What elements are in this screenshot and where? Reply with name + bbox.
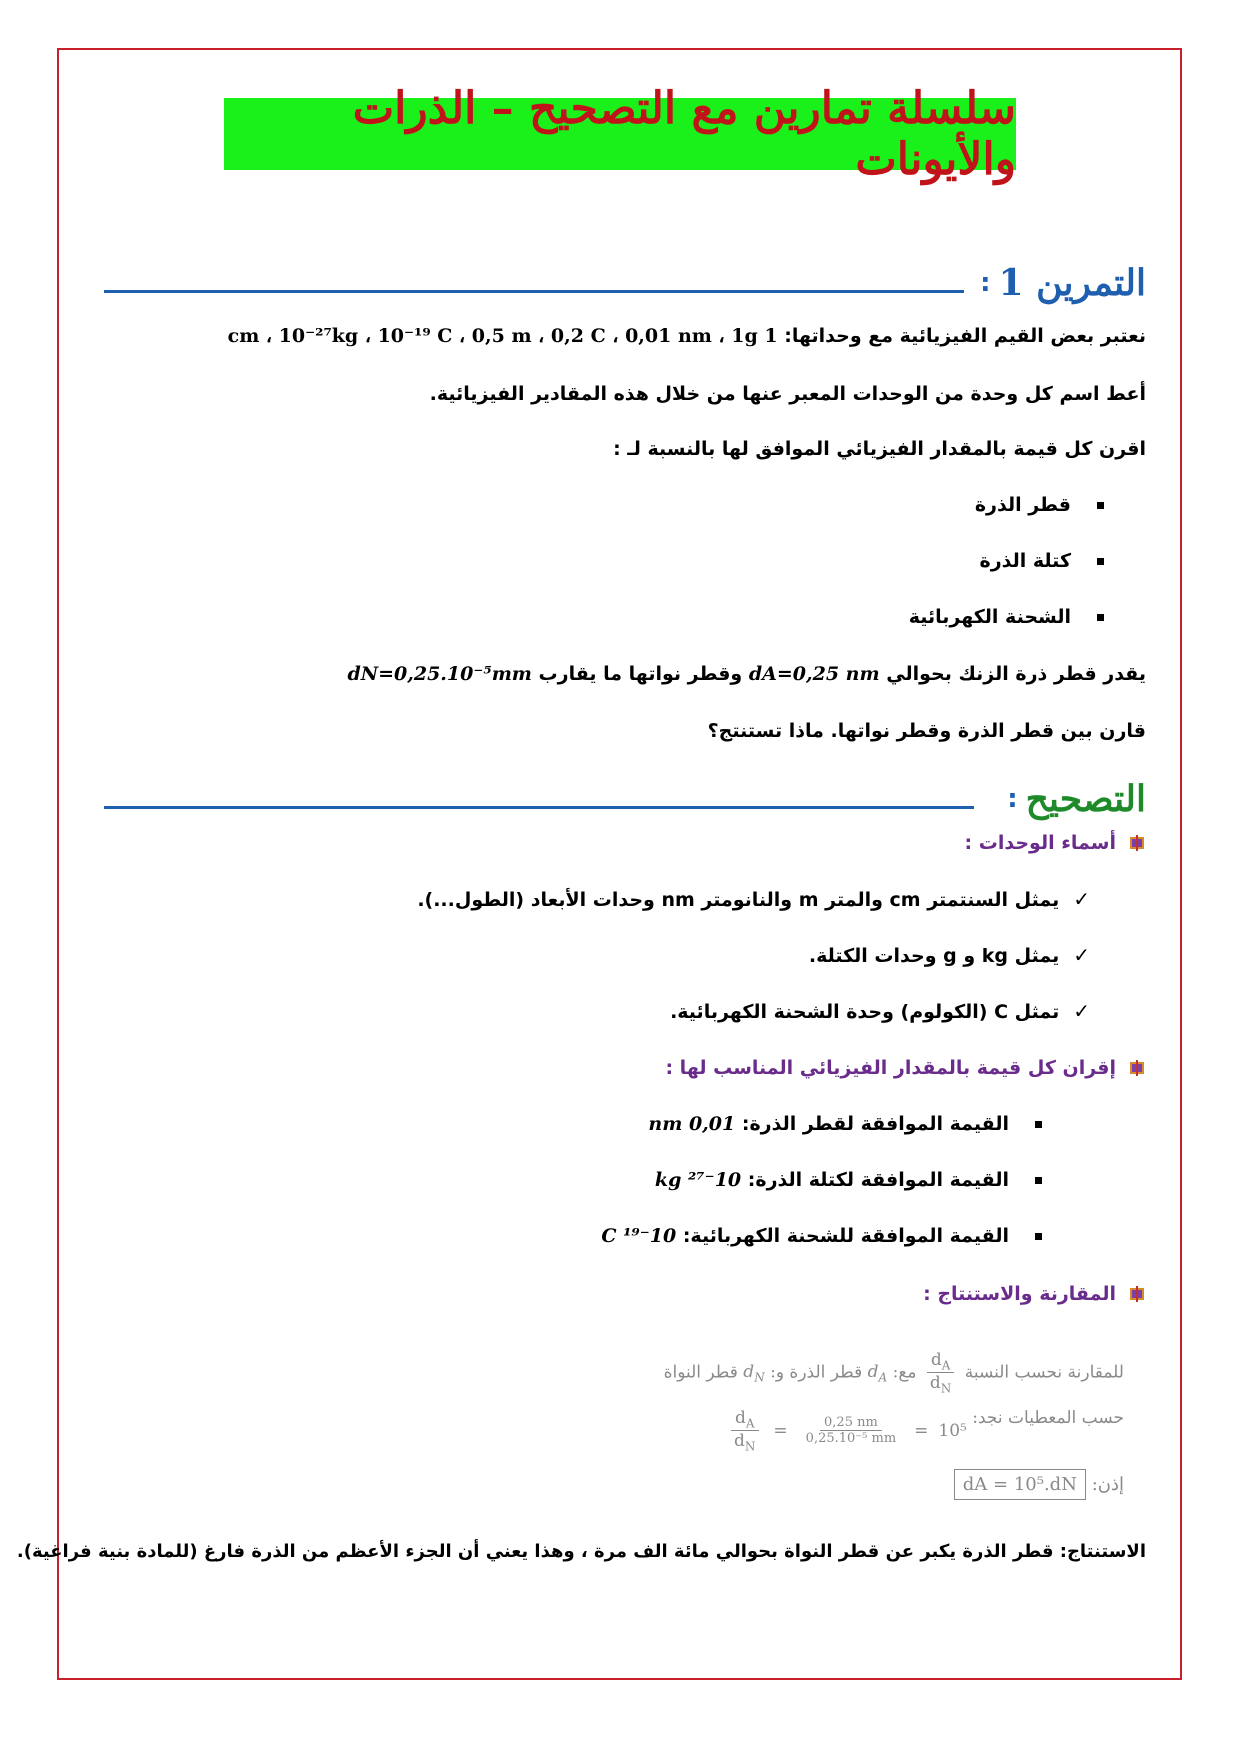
book-icon (1128, 1059, 1146, 1077)
question-2: اقرن كل قيمة بالمقدار الفيزيائي الموافق لها بالنسبة لـ : (613, 438, 1146, 460)
ratio-result: 10⁵ (938, 1420, 967, 1441)
units-item: ✓تمثل C (الكولوم) وحدة الشحنة الكهربائية. (670, 999, 1090, 1023)
correction-divider (104, 806, 974, 809)
ratio-fraction: $\frac{d_A}{d_N}$ (926, 1350, 955, 1396)
match-item: القيمة الموافقة للشحنة الكهربائية: 10⁻¹⁹ C (601, 1225, 1042, 1247)
given-line: حسب المعطيات نجد: $\frac{d_A}{d_N}$ = $\frac{0,25 nm}{\text{0,25.10⁻⁵ mm}}$ = 10⁵ (726, 1408, 1124, 1454)
exercise-intro-line (228, 325, 1146, 347)
correction-heading (1007, 778, 1146, 820)
question-1: أعط اسم كل وحدة من الوحدات المعبر عنها من خلال هذه المقادير الفيزيائية. (429, 383, 1146, 405)
final-line: إذن: dA = 10⁵.dN (954, 1474, 1124, 1495)
compare-subheading: المقارنة والاستنتاج : (923, 1283, 1146, 1305)
book-icon (1128, 1285, 1146, 1303)
units-item: ✓يمثل السنتمتر cm والمتر m والنانومتر nm وحدات الأبعاد (الطول...). (417, 887, 1090, 911)
list-item: قطر الذرة (975, 494, 1104, 516)
ratio-line: للمقارنة نحسب النسبة $\frac{d_A}{d_N}$ مع: $d_A$ قطر الذرة و: $d_N$ قطر النواة (663, 1350, 1124, 1396)
check-icon: ✓ (1073, 999, 1090, 1023)
correction-colon: : (1007, 784, 1018, 814)
zinc-line: يقدر قطر ذرة الزنك بحوالي dA=0,25 nm وقطر نواتها ما يقارب dN=0,25.10⁻⁵mm (347, 663, 1146, 685)
bullet-icon (1035, 1121, 1042, 1128)
list-item: الشحنة الكهربائية (909, 606, 1104, 628)
page-title: سلسلة تمارين مع التصحيح – الذرات والأيونات (352, 83, 1016, 185)
units-item: ✓يمثل kg و g وحدات الكتلة. (808, 943, 1090, 967)
zinc-dN: dN=0,25.10⁻⁵mm (347, 663, 532, 685)
ratio-equation: $\frac{d_A}{d_N}$ = $\frac{0,25 nm}{\text{0,25.10⁻⁵ mm}}$ = 10⁵ (726, 1408, 967, 1454)
list-item: كتلة الذرة (980, 550, 1104, 572)
bullet-icon (1035, 1233, 1042, 1240)
ratio-numerator: 0,25 nm (820, 1415, 882, 1431)
correction-title: التصحيح (1025, 778, 1146, 820)
match-subheading: إقران كل قيمة بالمقدار الفيزيائي المناسب لها : (665, 1057, 1146, 1079)
exercise-1-heading (980, 262, 1146, 304)
zinc-dA: dA=0,25 nm (748, 663, 880, 685)
exercise-title: التمرين 1 (998, 262, 1146, 304)
book-icon (1128, 834, 1146, 852)
check-icon: ✓ (1073, 943, 1090, 967)
exercise-divider (104, 290, 964, 293)
bullet-icon (1035, 1177, 1042, 1184)
bullet-icon (1097, 614, 1104, 621)
units-subheading: أسماء الوحدات : (965, 832, 1146, 854)
title-banner (224, 83, 1016, 185)
ratio-denominator: 0,25.10⁻⁵ mm (805, 1431, 897, 1447)
bullet-icon (1097, 502, 1104, 509)
question-3: قارن بين قطر الذرة وقطر نواتها. ماذا تستنتج؟ (707, 720, 1146, 742)
check-icon: ✓ (1073, 887, 1090, 911)
exercise-colon: : (980, 268, 991, 298)
exercise-values: 1 cm ، 10⁻²⁷kg ، 10⁻¹⁹ C ، 0,5 m ، 0,2 C ، 0,01 nm ، 1g (227, 325, 778, 347)
final-result: dA = 10⁵.dN (954, 1469, 1086, 1500)
conclusion: الاستنتاج: قطر الذرة يكبر عن قطر النواة بحوالي مائة الف مرة ، وهذا يعني أن الجزء الأعظم من الذرة فارغ (للمادة بنية فراغية). (16, 1541, 1146, 1562)
exercise-intro: نعتبر بعض القيم الفيزيائية مع وحداتها: (784, 325, 1146, 347)
bullet-icon (1097, 558, 1104, 565)
match-item: القيمة الموافقة لكتلة الذرة: 10⁻²⁷ kg (655, 1169, 1042, 1191)
match-item: القيمة الموافقة لقطر الذرة: 0,01 nm (648, 1113, 1042, 1135)
